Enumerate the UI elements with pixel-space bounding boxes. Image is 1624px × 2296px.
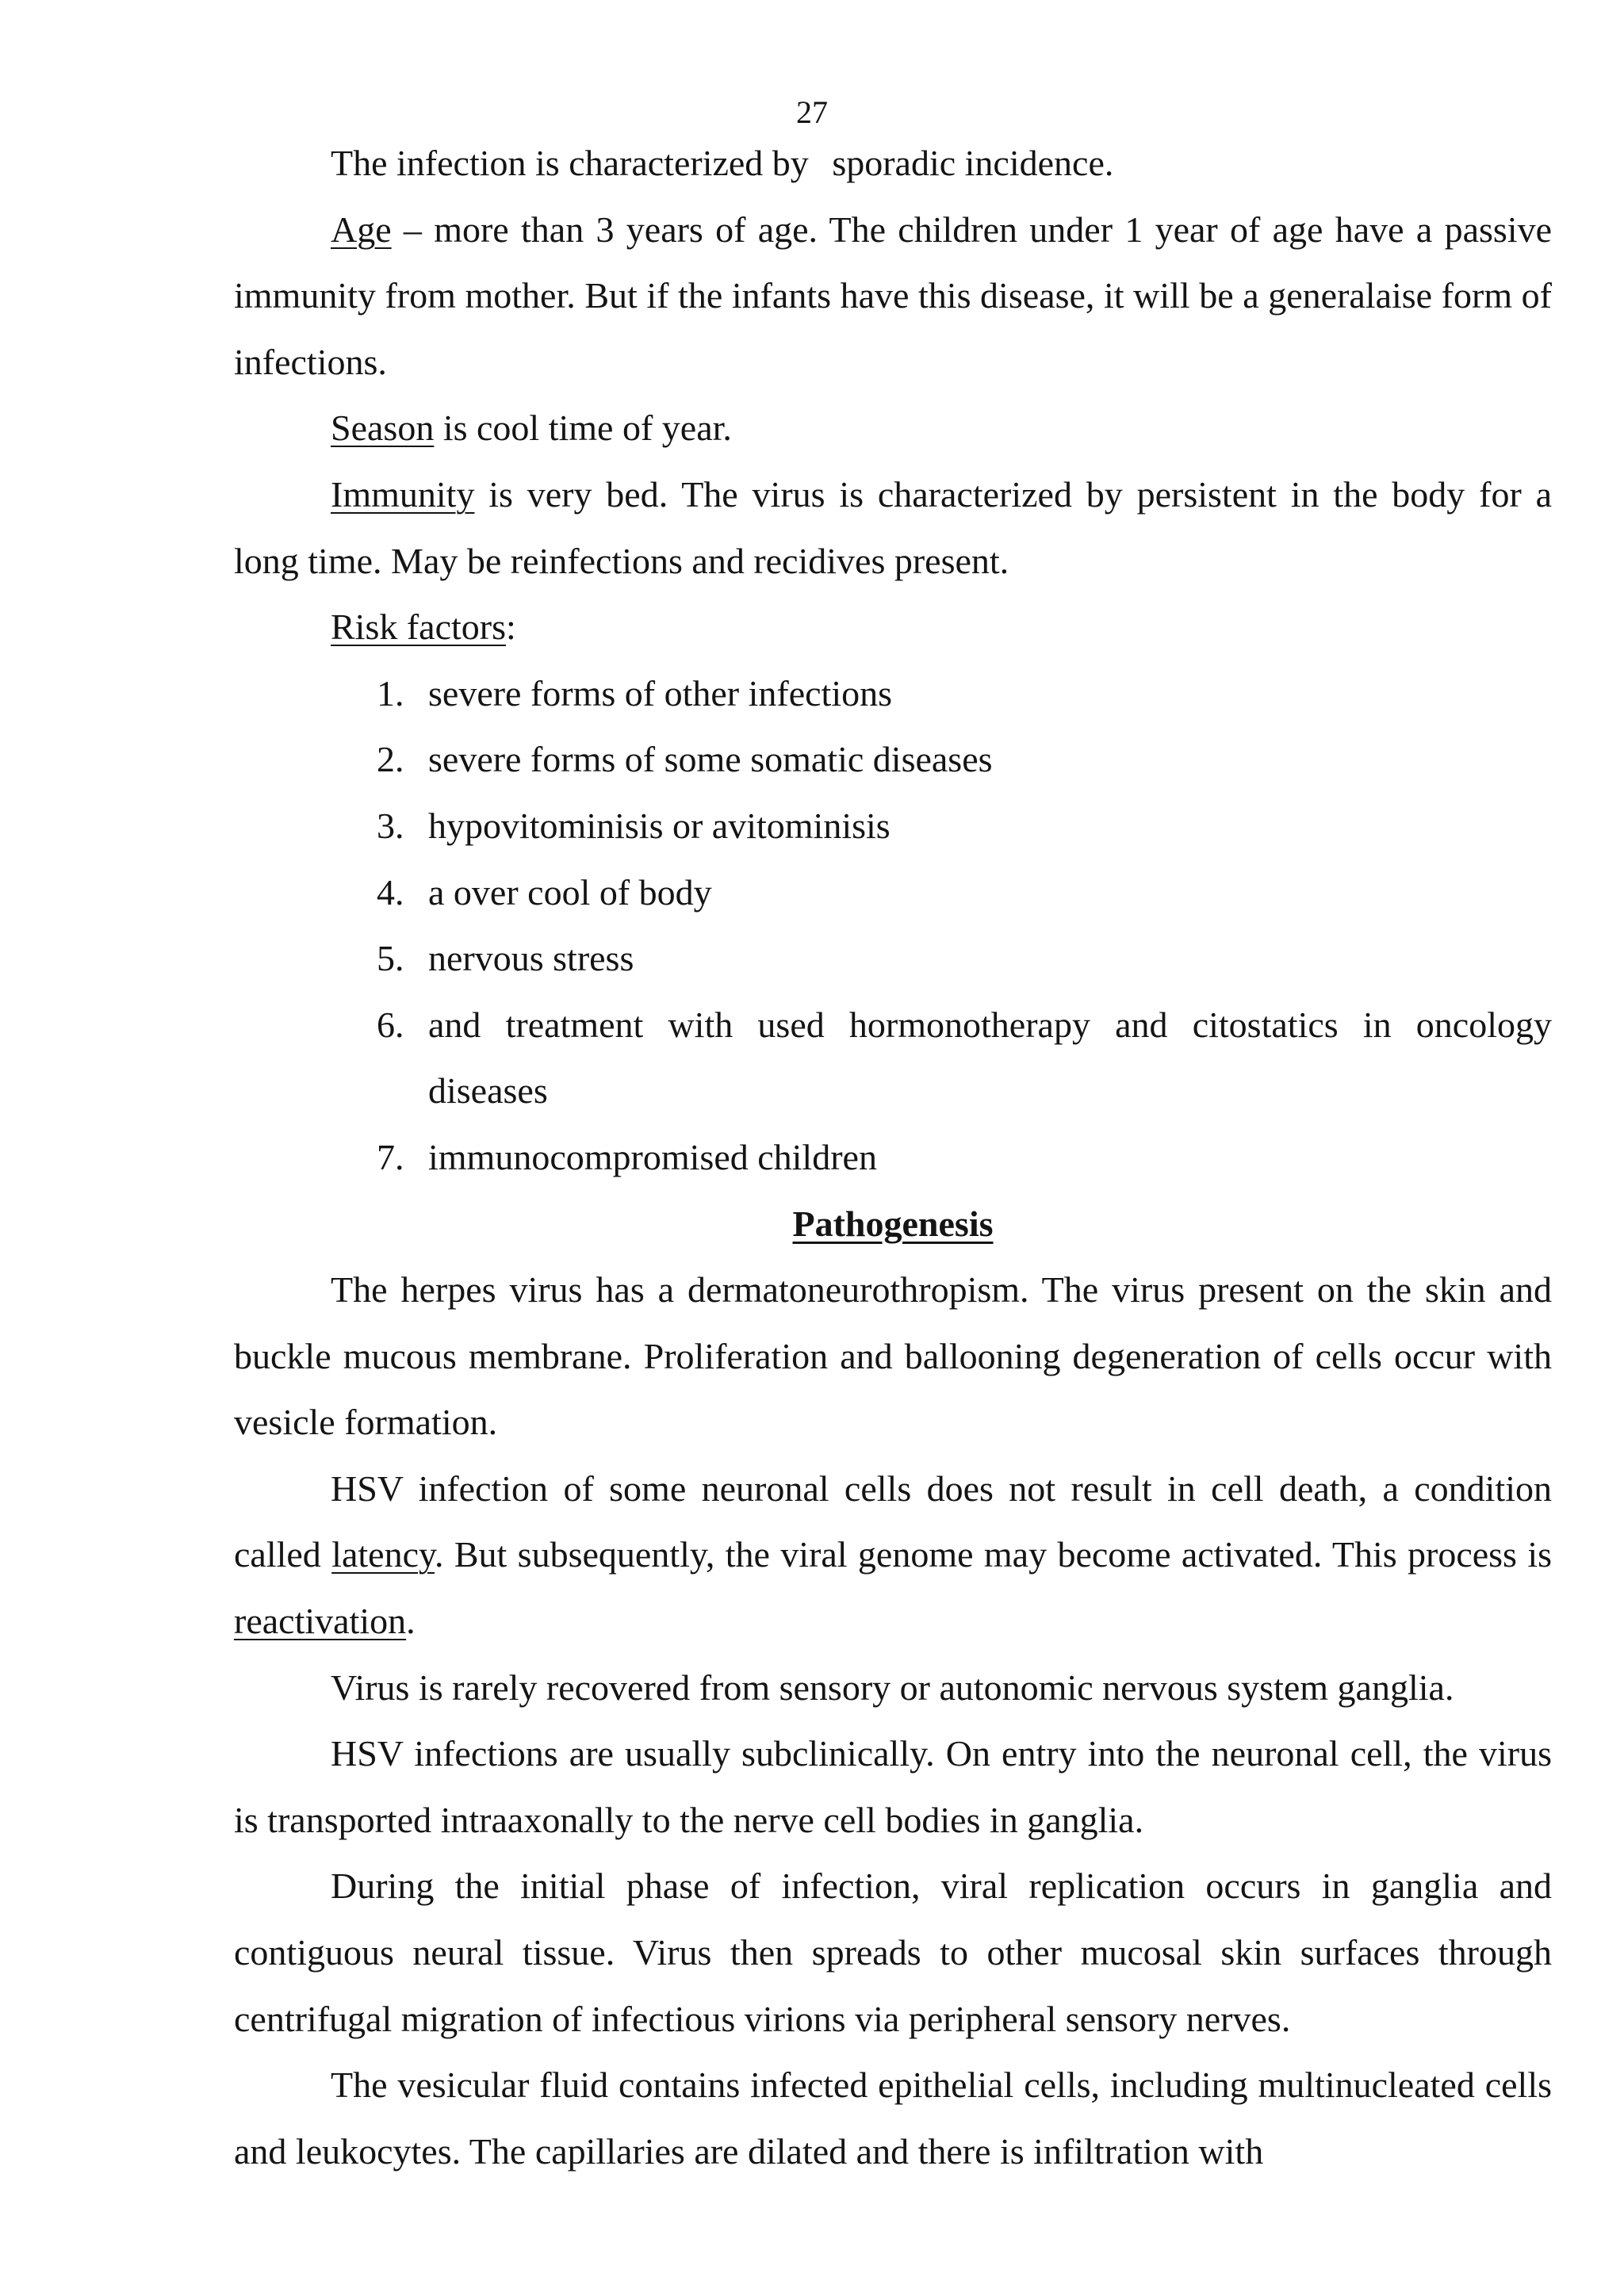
- list-item: [234, 793, 1552, 859]
- list-item: [234, 660, 1552, 727]
- list-item-number: 2.: [377, 739, 404, 780]
- list-item-number: 3.: [377, 805, 404, 846]
- latency-text-b: . But subsequently, the viral genome may become activated. This process is: [435, 1534, 1552, 1575]
- risk-factors-colon: :: [506, 607, 516, 648]
- list-item: [234, 925, 1552, 992]
- list-item: [234, 726, 1552, 793]
- list-item: [234, 1124, 1552, 1191]
- season-label: Season: [331, 408, 435, 449]
- list-item-number: 4.: [377, 871, 404, 913]
- paragraph-age: [234, 197, 1552, 396]
- paragraph-latency: [234, 1456, 1552, 1655]
- latency-text-a: HSV infection of some neuronal cells does not result in cell death, a condition called: [234, 1468, 1552, 1575]
- list-item-text: and treatment with used hormonotherapy and citostatics in oncology diseases: [428, 1004, 1552, 1112]
- list-item-number: 6.: [377, 1004, 404, 1045]
- paragraph-initial-phase: During the initial phase of infection, viral replication occurs in ganglia and contiguous neural tissue. Virus then spreads to other mucosal skin surfaces through centrifugal migration of infectious virions via peripheral sensory nerves.: [234, 1866, 1552, 2039]
- immunity-text: is very bed. The virus is characterized by persistent in the body for a long time. May be reinfections and recidives present.: [234, 473, 1552, 581]
- paragraph-vesicular-fluid: The vesicular fluid contains infected epithelial cells, including multinucleated cells and leukocytes. The capillaries are dilated and there is infiltration with: [234, 2064, 1552, 2172]
- paragraph-ganglia-recovery: Virus is rarely recovered from sensory or autonomic nervous system ganglia.: [331, 1667, 1454, 1708]
- paragraph-season: [234, 395, 1552, 461]
- list-item: [234, 859, 1552, 926]
- paragraph-incidence: [234, 130, 1552, 197]
- incidence-text-b: sporadic incidence.: [832, 143, 1114, 183]
- text-body: [234, 130, 1552, 2184]
- paragraph-dermatoneurothropism: The herpes virus has a dermatoneurothropism. The virus present on the skin and buckle mucous membrane. Proliferation and ballooning degeneration of cells occur with vesicle formation.: [234, 1269, 1552, 1443]
- list-item-text: a over cool of body: [428, 871, 712, 913]
- section-heading-pathogenesis: Pathogenesis: [792, 1203, 994, 1244]
- list-item-number: 7.: [377, 1136, 404, 1177]
- risk-factors-list: [234, 660, 1552, 1191]
- reactivation-term: reactivation: [234, 1601, 407, 1642]
- list-item-text: hypovitominisis or avitominisis: [428, 805, 891, 846]
- latency-term: latency: [331, 1534, 435, 1575]
- age-label: Age: [331, 209, 392, 250]
- season-text: is cool time of year.: [434, 408, 732, 449]
- immunity-label: Immunity: [331, 473, 475, 515]
- list-item: [234, 992, 1552, 1124]
- paragraph-immunity: [234, 461, 1552, 594]
- list-item-text: severe forms of other infections: [428, 672, 893, 714]
- paragraph-subclinical: HSV infections are usually subclinically. On entry into the neuronal cell, the virus is transported intraaxonally to the nerve cell bodies in ganglia.: [234, 1733, 1552, 1840]
- risk-factors-heading: [234, 594, 1552, 660]
- list-item-number: 1.: [377, 672, 404, 714]
- list-item-text: severe forms of some somatic diseases: [428, 739, 993, 780]
- age-text: – more than 3 years of age. The children under 1 year of age have a passive immunity from mother. But if the infants have this disease, it will be a generalaise form of infections.: [234, 209, 1552, 382]
- list-item-text: immunocompromised children: [428, 1136, 877, 1177]
- latency-text-c: .: [406, 1601, 416, 1642]
- risk-factors-label: Risk factors: [331, 607, 507, 648]
- list-item-text: nervous stress: [428, 938, 634, 979]
- incidence-text-a: The infection is characterized by: [331, 143, 809, 183]
- page-number: 27: [796, 94, 828, 130]
- list-item-number: 5.: [377, 938, 404, 979]
